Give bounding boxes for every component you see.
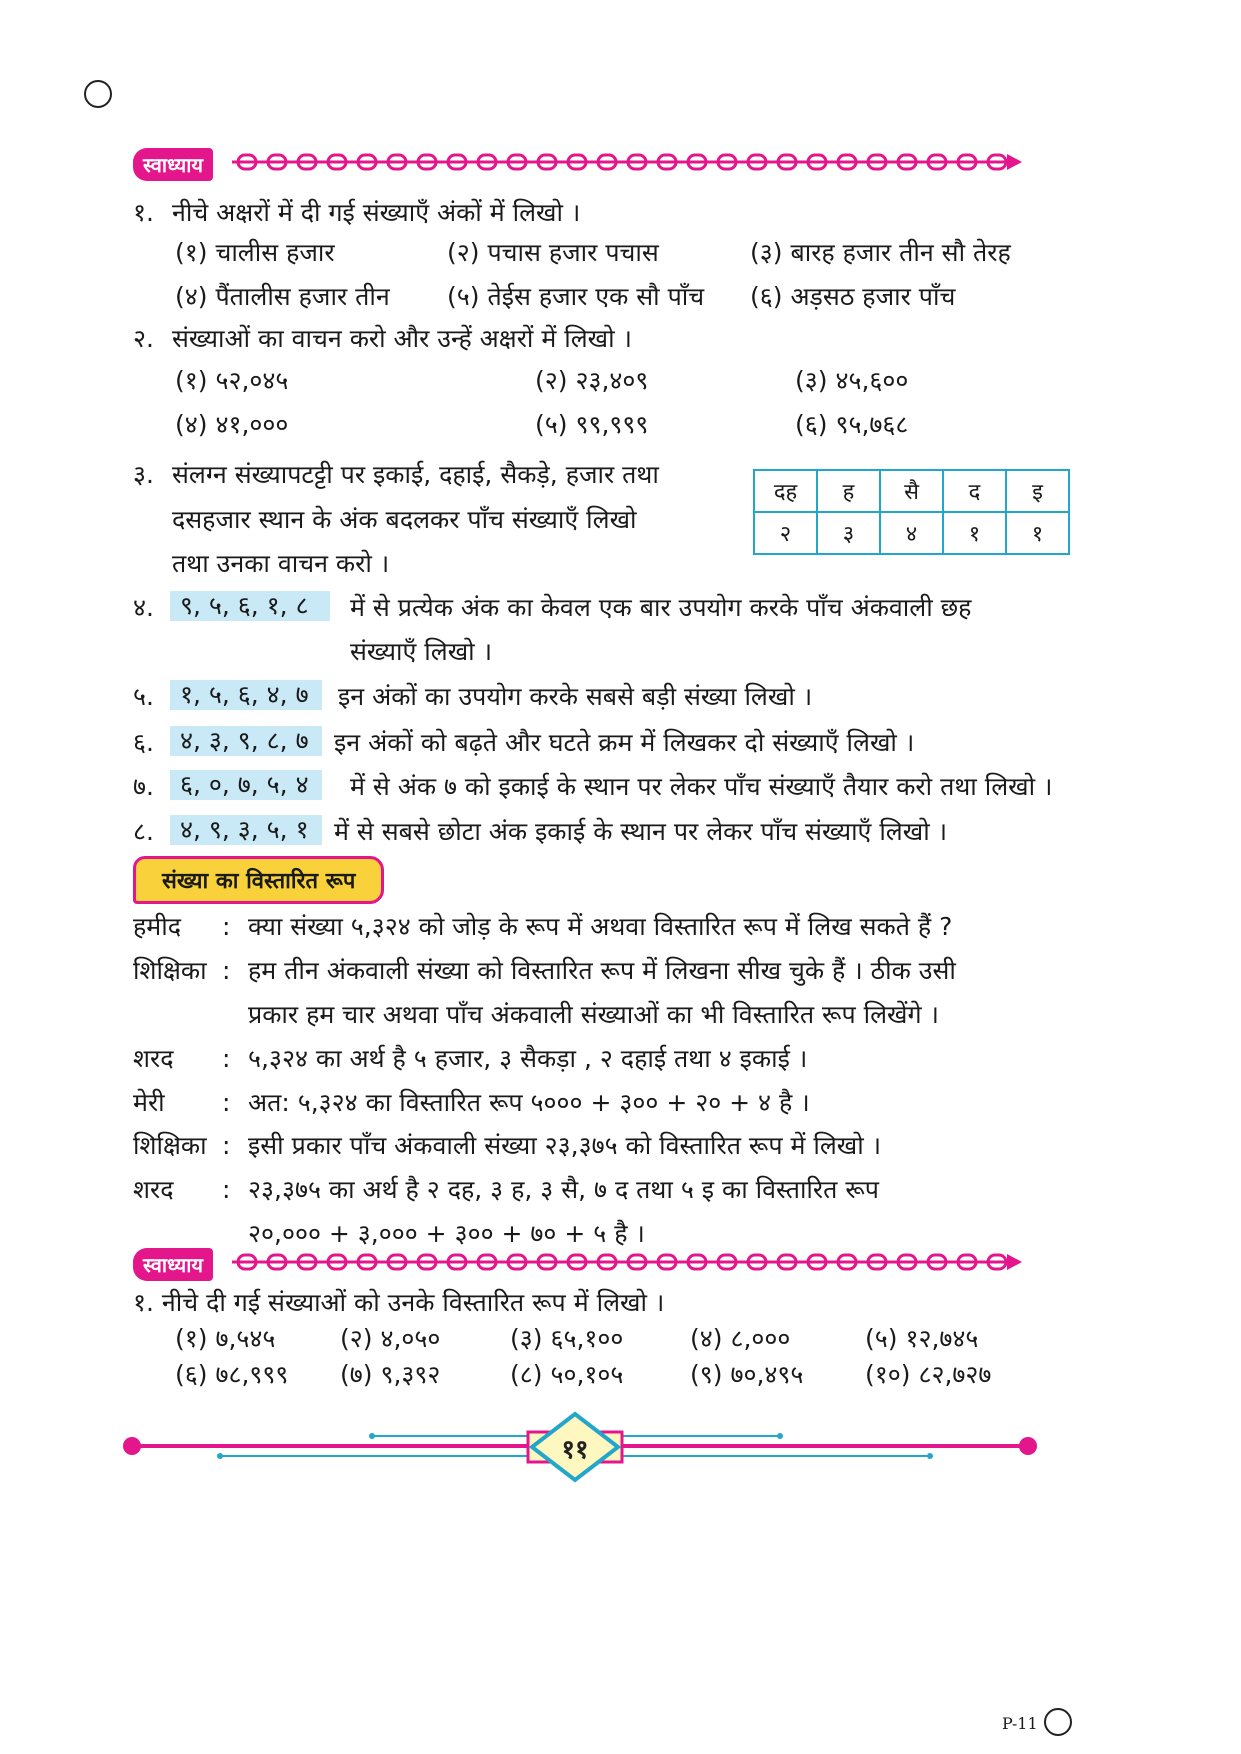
table-cell: १ (1006, 512, 1069, 554)
q2-text: संख्याओं का वाचन करो और उन्हें अक्षरों में लिखो । (172, 324, 633, 353)
speaker-colon: : (222, 1131, 231, 1160)
q7-digits: ६, ०, ७, ५, ४ (170, 770, 322, 800)
chain-divider (232, 1250, 1022, 1274)
q2-item: (२) २३,४०९ (535, 366, 649, 395)
q1-number: १. (133, 198, 154, 227)
q8-text: में से सबसे छोटा अंक इकाई के स्थान पर लेकर पाँच संख्याएँ लिखो । (334, 817, 948, 846)
ex2-item: (३) ६५,१०० (510, 1324, 624, 1353)
speaker-colon: : (222, 1088, 231, 1117)
dialogue-line: हम तीन अंकवाली संख्या को विस्तारित रूप में लिखना सीख चुके हैं । ठीक उसी (248, 956, 956, 985)
registration-mark-icon (1044, 1708, 1072, 1736)
q2-item: (३) ४५,६०० (795, 366, 909, 395)
ex2-item: (१०) ८२,७२७ (865, 1360, 992, 1389)
speaker-colon: : (222, 1175, 231, 1204)
q2-item: (५) ९९,९९९ (535, 410, 649, 439)
dialogue-line: २३,३७५ का अर्थ है २ दह, ३ ह, ३ सै, ७ द तथा ५ इ का विस्तारित रूप (248, 1175, 879, 1204)
table-cell: ३ (817, 512, 880, 554)
page-number: ११ (561, 1435, 589, 1465)
speaker-colon: : (222, 1044, 231, 1073)
speaker: शरद (133, 1044, 174, 1073)
table-header: दह (754, 470, 817, 512)
q1-item: (३) बारह हजार तीन सौ तेरह (750, 238, 1011, 267)
place-value-table (753, 469, 1070, 555)
registration-mark-icon (84, 80, 112, 108)
q3-line: संलग्न संख्यापटट्टी पर इकाई, दहाई, सैकड़े, हजार तथा (172, 460, 659, 489)
table-header: द (943, 470, 1006, 512)
ex2-item: (७) ९,३९२ (340, 1360, 441, 1389)
q1-item: (४) पैंतालीस हजार तीन (175, 282, 390, 311)
q2-item: (१) ५२,०४५ (175, 366, 289, 395)
q4-digits: ९, ५, ६, १, ८ (170, 591, 330, 621)
q3-number: ३. (133, 460, 154, 489)
speaker: हमीद (133, 912, 181, 941)
table-cell: १ (943, 512, 1006, 554)
q6-digits: ४, ३, ९, ८, ७ (170, 726, 322, 756)
ex2-item: (८) ५०,१०५ (510, 1360, 624, 1389)
ex2-item: (४) ८,००० (690, 1324, 791, 1353)
exercise-badge: स्वाध्याय (133, 1248, 213, 1281)
dialogue-line: प्रकार हम चार अथवा पाँच अंकवाली संख्याओं का भी विस्तारित रूप लिखेंगे । (248, 1000, 939, 1029)
dialogue-line: अत: ५,३२४ का विस्तारित रूप ५००० + ३०० + २० + ४ है । (248, 1088, 810, 1117)
speaker-colon: : (222, 956, 231, 985)
q1-item: (२) पचास हजार पचास (447, 238, 659, 267)
ex2-item: (१) ७,५४५ (175, 1324, 276, 1353)
table-header: सै (880, 470, 943, 512)
dialogue-line: ५,३२४ का अर्थ है ५ हजार, ३ सैकड़ा , २ दहाई तथा ४ इकाई । (248, 1044, 808, 1073)
q7-text: में से अंक ७ को इकाई के स्थान पर लेकर पाँच संख्याएँ तैयार करो तथा लिखो । (350, 772, 1053, 801)
speaker: शिक्षिका (133, 1131, 207, 1160)
ex2-item: (९) ७०,४९५ (690, 1360, 804, 1389)
table-cell: ४ (880, 512, 943, 554)
q1-text: नीचे अक्षरों में दी गई संख्याएँ अंकों में लिखो । (172, 198, 581, 227)
table-header: ह (817, 470, 880, 512)
ex2-item: (५) १२,७४५ (865, 1324, 979, 1353)
chain-divider (232, 150, 1022, 174)
ex2-item: (२) ४,०५० (340, 1324, 441, 1353)
q1-item: (५) तेईस हजार एक सौ पाँच (447, 282, 705, 311)
q3-line: दसहजार स्थान के अंक बदलकर पाँच संख्याएँ लिखो (172, 505, 637, 534)
exercise-badge: स्वाध्याय (133, 148, 213, 181)
dialogue-line: इसी प्रकार पाँच अंकवाली संख्या २३,३७५ को विस्तारित रूप में लिखो । (248, 1131, 882, 1160)
speaker: शिक्षिका (133, 956, 207, 985)
q1-item: (१) चालीस हजार (175, 238, 335, 267)
page-code: P-11 (1002, 1714, 1038, 1733)
dialogue-line: क्या संख्या ५,३२४ को जोड़ के रूप में अथवा विस्तारित रूप में लिख सकते हैं ? (248, 912, 953, 941)
q5-digits: १, ५, ६, ४, ७ (170, 680, 322, 710)
q4-text: में से प्रत्येक अंक का केवल एक बार उपयोग करके पाँच अंकवाली छह (350, 593, 972, 622)
speaker: शरद (133, 1175, 174, 1204)
speaker: मेरी (133, 1088, 165, 1117)
table-cell: २ (754, 512, 817, 554)
ex2-q1-text: १. नीचे दी गई संख्याओं को उनके विस्तारित रूप में लिखो । (133, 1288, 665, 1317)
ex2-item: (६) ७८,९९९ (175, 1360, 289, 1389)
q5-number: ५. (133, 682, 154, 711)
q2-item: (४) ४१,००० (175, 410, 289, 439)
q7-number: ७. (133, 772, 154, 801)
q6-number: ६. (133, 728, 154, 757)
dialogue-line: २०,००० + ३,००० + ३०० + ७० + ५ है । (248, 1219, 645, 1248)
table-header: इ (1006, 470, 1069, 512)
q2-number: २. (133, 324, 154, 353)
q6-text: इन अंकों को बढ़ते और घटते क्रम में लिखकर दो संख्याएँ लिखो । (334, 728, 915, 757)
section-title: संख्या का विस्तारित रूप (133, 856, 384, 904)
q4-text2: संख्याएँ लिखो । (350, 637, 493, 666)
q8-digits: ४, ९, ३, ५, १ (170, 815, 322, 845)
q1-item: (६) अड़सठ हजार पाँच (750, 282, 956, 311)
q2-item: (६) ९५,७६८ (795, 410, 909, 439)
q3-line: तथा उनका वाचन करो । (172, 549, 390, 578)
speaker-colon: : (222, 912, 231, 941)
q4-number: ४. (133, 593, 154, 622)
q8-number: ८. (133, 817, 154, 846)
q5-text: इन अंकों का उपयोग करके सबसे बड़ी संख्या लिखो । (338, 682, 813, 711)
